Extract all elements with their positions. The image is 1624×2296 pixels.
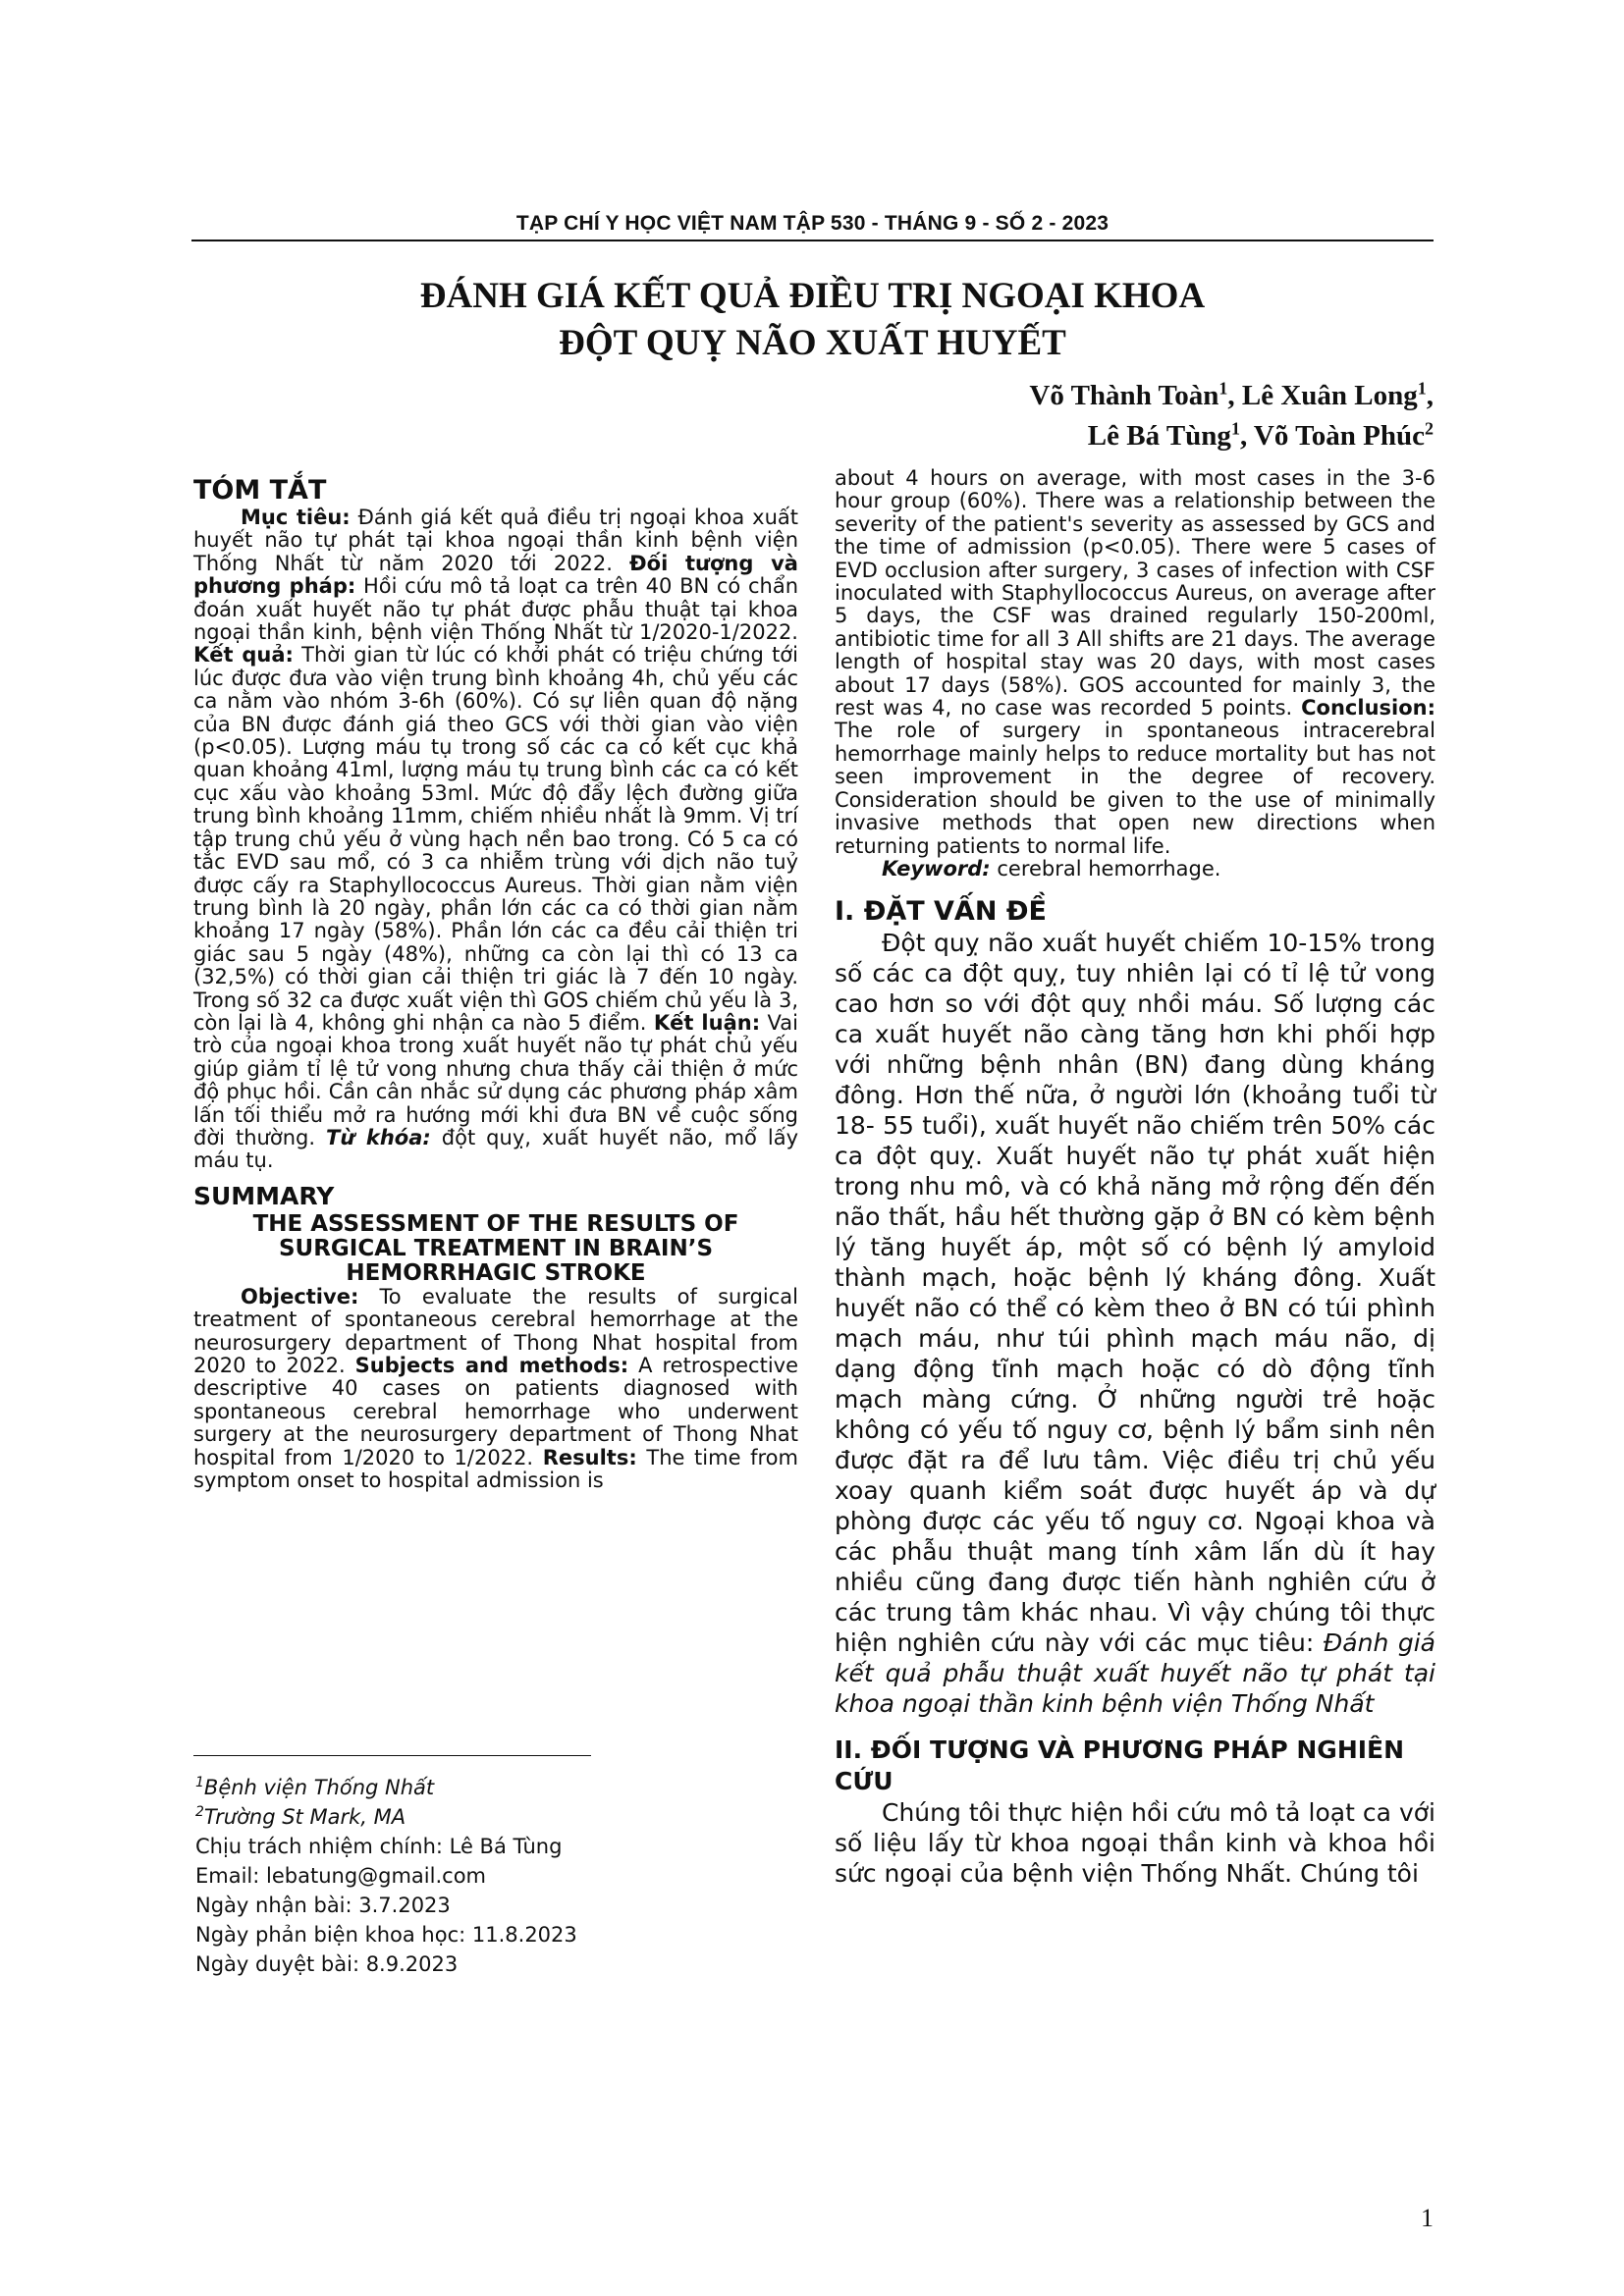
author-name: Lê Xuân Long xyxy=(1241,380,1418,411)
author-separator: , xyxy=(1239,420,1254,452)
footnote-received: Ngày nhận bài: 3.7.2023 xyxy=(195,1894,451,1917)
affiliation-mark: 1 xyxy=(1230,418,1240,439)
conclusion-text: Vai trò của ngoại khoa trong xuất huyết não tự phát chủ yếu giúp giảm tỉ lệ tử vong nhưng chưa thấy cải thiện ở mức độ phục hồi. Cần cân nhắc sử dụng các phương pháp xâm lấn tối thiểu mở ra hướng mới khi đưa BN về cuộc sống đời thường. xyxy=(193,1010,798,1149)
summary-keyword-label: Keyword: xyxy=(882,856,991,881)
section-1-heading: I. ĐẶT VẤN ĐỀ xyxy=(835,896,1047,928)
results-label: Kết quả: xyxy=(193,643,294,667)
summary-body-right xyxy=(835,467,1435,858)
abstract-vi-heading: TÓM TẮT xyxy=(193,475,327,506)
abstract-vi-body xyxy=(193,507,798,1173)
footnote-mark: 2 xyxy=(195,1804,204,1820)
keywords-text: đột quỵ, xuất huyết não, mổ lấy máu tụ. xyxy=(193,1125,799,1173)
affiliation-mark: 1 xyxy=(1417,378,1427,399)
summary-methods-text: A retrospective descriptive 40 cases on patients diagnosed with spontaneous cerebral hemorrhage who underwent surgery at the neurosurgery department of Thong Nhat hospital from 1/2020 to 1/2022. xyxy=(193,1354,799,1469)
summary-heading: SUMMARY xyxy=(193,1181,335,1210)
summary-conclusion-text: The role of surgery in spontaneous intracerebral hemorrhage mainly helps to reduce mortality but has not seen improvement in the degree of recovery. Consideration should be given to the use of minimally invasive methods that open new directions when returning patients to normal life. xyxy=(835,719,1435,858)
journal-header: TẠP CHÍ Y HỌC VIỆT NAM TẬP 530 - THÁNG 9 - SỐ 2 - 2023 xyxy=(515,212,1110,235)
footnote-affiliation-1: $^1$Bệnh viện Thống Nhất xyxy=(195,1775,435,1799)
summary-results-text: The time from symptom onset to hospital admission is xyxy=(193,1445,798,1493)
methods-text: Hồi cứu mô tả loạt ca trên 40 BN có chẩn đoán xuất huyết não tự phát được phẫu thuật tại khoa ngoại thần kinh, bệnh viện Thống Nhất từ 1/2020-1/2022. xyxy=(193,574,798,645)
section-1-body xyxy=(835,928,1435,1719)
summary-body-left xyxy=(193,1286,798,1493)
summary-objective-label: Objective: xyxy=(241,1284,359,1308)
author-name: Võ Toàn Phúc xyxy=(1253,420,1425,452)
methods-label: Đối tượng và phương pháp: xyxy=(193,551,798,599)
author-line-1 xyxy=(805,376,1434,416)
affiliation-mark: 1 xyxy=(1218,378,1228,399)
left-column xyxy=(193,475,798,1492)
summary-results-label: Results: xyxy=(542,1445,637,1469)
title-line-2: ĐỘT QUỴ NÃO XUẤT HUYẾT xyxy=(559,323,1066,363)
author-separator: , xyxy=(1426,380,1434,411)
section-1-aim: Đánh giá kết quả phẫu thuật xuất huyết não tự phát tại khoa ngoại thần kinh bệnh viện Thống Nhất xyxy=(835,1629,1435,1719)
footnote-email: Email: lebatung@gmail.com xyxy=(195,1864,486,1888)
keywords-label: Từ khóa: xyxy=(326,1125,431,1149)
summary-objective-text: To evaluate the results of surgical treatment of spontaneous cerebral hemorrhage at the neurosurgery department of Thong Nhat hospital from 2020 to 2022. xyxy=(193,1284,798,1377)
page-number: 1 xyxy=(1421,2204,1434,2232)
summary-methods-label: Subjects and methods: xyxy=(354,1354,629,1377)
title-line-1: ĐÁNH GIÁ KẾT QUẢ ĐIỀU TRỊ NGOẠI KHOA xyxy=(419,276,1206,316)
summary-results-continued: about 4 hours on average, with most cases in the 3-6 hour group (60%). There was a relationship between the severity of the patient's severity as assessed by GCS and the time of admission (p<0.05). There were 5 cases of EVD occlusion after surgery, 3 cases of infection with CSF inoculated with Staphyllococcus Aureus, on average after 5 days, the CSF was drained regularly 150-200ml, antibiotic time for all 3 All shifts are 21 days. The average length of hospital stay was 20 days, with most cases about 17 days (58%). GOS accounted for mainly 3, the rest was 4, no case was recorded 5 points. xyxy=(835,466,1435,721)
footnote-rule xyxy=(193,1755,591,1756)
summary-keyword xyxy=(835,858,1435,881)
footnotes xyxy=(195,1773,785,1979)
summary-keyword-text: cerebral hemorrhage. xyxy=(990,856,1221,881)
conclusion-label: Kết luận: xyxy=(653,1010,761,1035)
section-1-text: Đột quỵ não xuất huyết chiếm 10-15% trong số các ca đột quỵ, tuy nhiên lại có tỉ lệ tử vong cao hơn so với đột quỵ nhồi máu. Số lượng các ca xuất huyết não càng tăng hơn khi phối hợp với những bệnh nhân (BN) đang dùng kháng đông. Hơn thế nữa, ở người lớn (khoảng tuổi từ 18- 55 tuổi), xuất huyết não chiếm trên 50% các ca đột quỵ. Xuất huyết não tự phát xuất hiện trong nhu mô, và có khả năng mở rộng đến đến não thất, hầu hết thường gặp ở BN có kèm bệnh lý tăng huyết áp, một số có bệnh lý amyloid thành mạch, hoặc bệnh lý kháng đông. Xuất huyết não có thể có kèm theo ở BN có túi phình mạch máu, như túi phình mạch máu não, dị dạng động tĩnh mạch hoặc có dò động tĩnh mạch màng cứng. Ở những người trẻ hoặc không có yếu tố nguy cơ, bệnh lý bẩm sinh nên được đặt ra để lưu tâm. Việc điều trị chủ yếu xoay quanh kiểm soát được huyết áp và dự phòng được các yếu tố nguy cơ. Ngoại khoa và các phẫu thuật mang tính xâm lấn dù ít hay nhiều cũng đang được tiến hành nghiên cứu ở các trung tâm khác nhau. Vì vậy chúng tôi thực hiện nghiên cứu này với các mục tiêu: xyxy=(835,929,1435,1658)
summary-title: THE ASSESSMENT OF THE RESULTS OF SURGICAL TREATMENT IN BRAIN’S HEMORRHAGIC STROKE xyxy=(252,1210,739,1286)
right-column xyxy=(835,467,1435,1889)
objective-label: Mục tiêu: xyxy=(241,506,351,529)
author-list xyxy=(805,376,1434,456)
footnote-mark: 1 xyxy=(195,1775,204,1790)
author-name: Võ Thành Toàn xyxy=(1029,380,1219,411)
section-2-heading: II. ĐỐI TƯỢNG VÀ PHƯƠNG PHÁP NGHIÊN CỨU xyxy=(835,1735,1405,1796)
footnote-reviewed: Ngày phản biện khoa học: 11.8.2023 xyxy=(195,1923,577,1947)
summary-conclusion-label: Conclusion: xyxy=(1301,696,1435,721)
header-rule xyxy=(191,240,1434,241)
section-2-body: Chúng tôi thực hiện hồi cứu mô tả loạt ca với số liệu lấy từ khoa ngoại thần kinh và khoa hồi sức ngoại của bệnh viện Thống Nhất. Chúng tôi xyxy=(835,1798,1435,1889)
author-line-2 xyxy=(805,416,1434,456)
footnote-affiliation-2: $^2$Trường St Mark, MA xyxy=(195,1804,406,1829)
objective-text: Đánh giá kết quả điều trị ngoại khoa xuất huyết não tự phát tại khoa ngoại thần kinh bệnh viện Thống Nhất từ năm 2020 tới 2022. xyxy=(193,506,799,575)
footnote-accepted: Ngày duyệt bài: 8.9.2023 xyxy=(195,1952,459,1976)
paper-title xyxy=(191,273,1434,367)
author-separator: , xyxy=(1227,380,1242,411)
footnote-corresponding: Chịu trách nhiệm chính: Lê Bá Tùng xyxy=(195,1835,563,1858)
affiliation-mark: 2 xyxy=(1425,418,1434,439)
author-name: Lê Bá Tùng xyxy=(1087,420,1231,452)
results-text: Thời gian từ lúc có khởi phát có triệu chứng tới lúc được đưa vào viện trung bình khoảng 4h, chủ yếu các ca nằm vào nhóm 3-6h (60%). Có sự liên quan độ nặng của BN được đánh giá theo GCS với thời gian vào viện (p<0.05). Lượng máu tụ trong số các ca có kết cục khả quan khoảng 41ml, lượng máu tụ trung bình các ca có kết cục xấu vào khoảng 53ml. Mức độ đẩy lệch đường giữa trung bình khoảng 11mm, chiếm nhiều nhất là 9mm. Vị trí tập trung chủ yếu ở vùng hạch nền bao trong. Có 5 ca có tắc EVD sau mổ, có 3 ca nhiễm trùng với dịch não tuỷ được cấy ra Staphyllococcus Aureus. Thời gian nằm viện trung bình là 20 ngày, phần lớn các ca có thời gian nằm khoảng 17 ngày (58%). Phần lớn các ca đều cải thiện tri giác sau 5 ngày (48%), những ca còn lại thì có 13 ca (32,5%) có thời gian cải thiện tri giác là 7 đến 10 ngày. Trong số 32 ca được xuất viện thì GOS chiếm chủ yếu là 3, còn lại là 4, không ghi nhận ca nào 5 điểm. xyxy=(193,643,798,1035)
